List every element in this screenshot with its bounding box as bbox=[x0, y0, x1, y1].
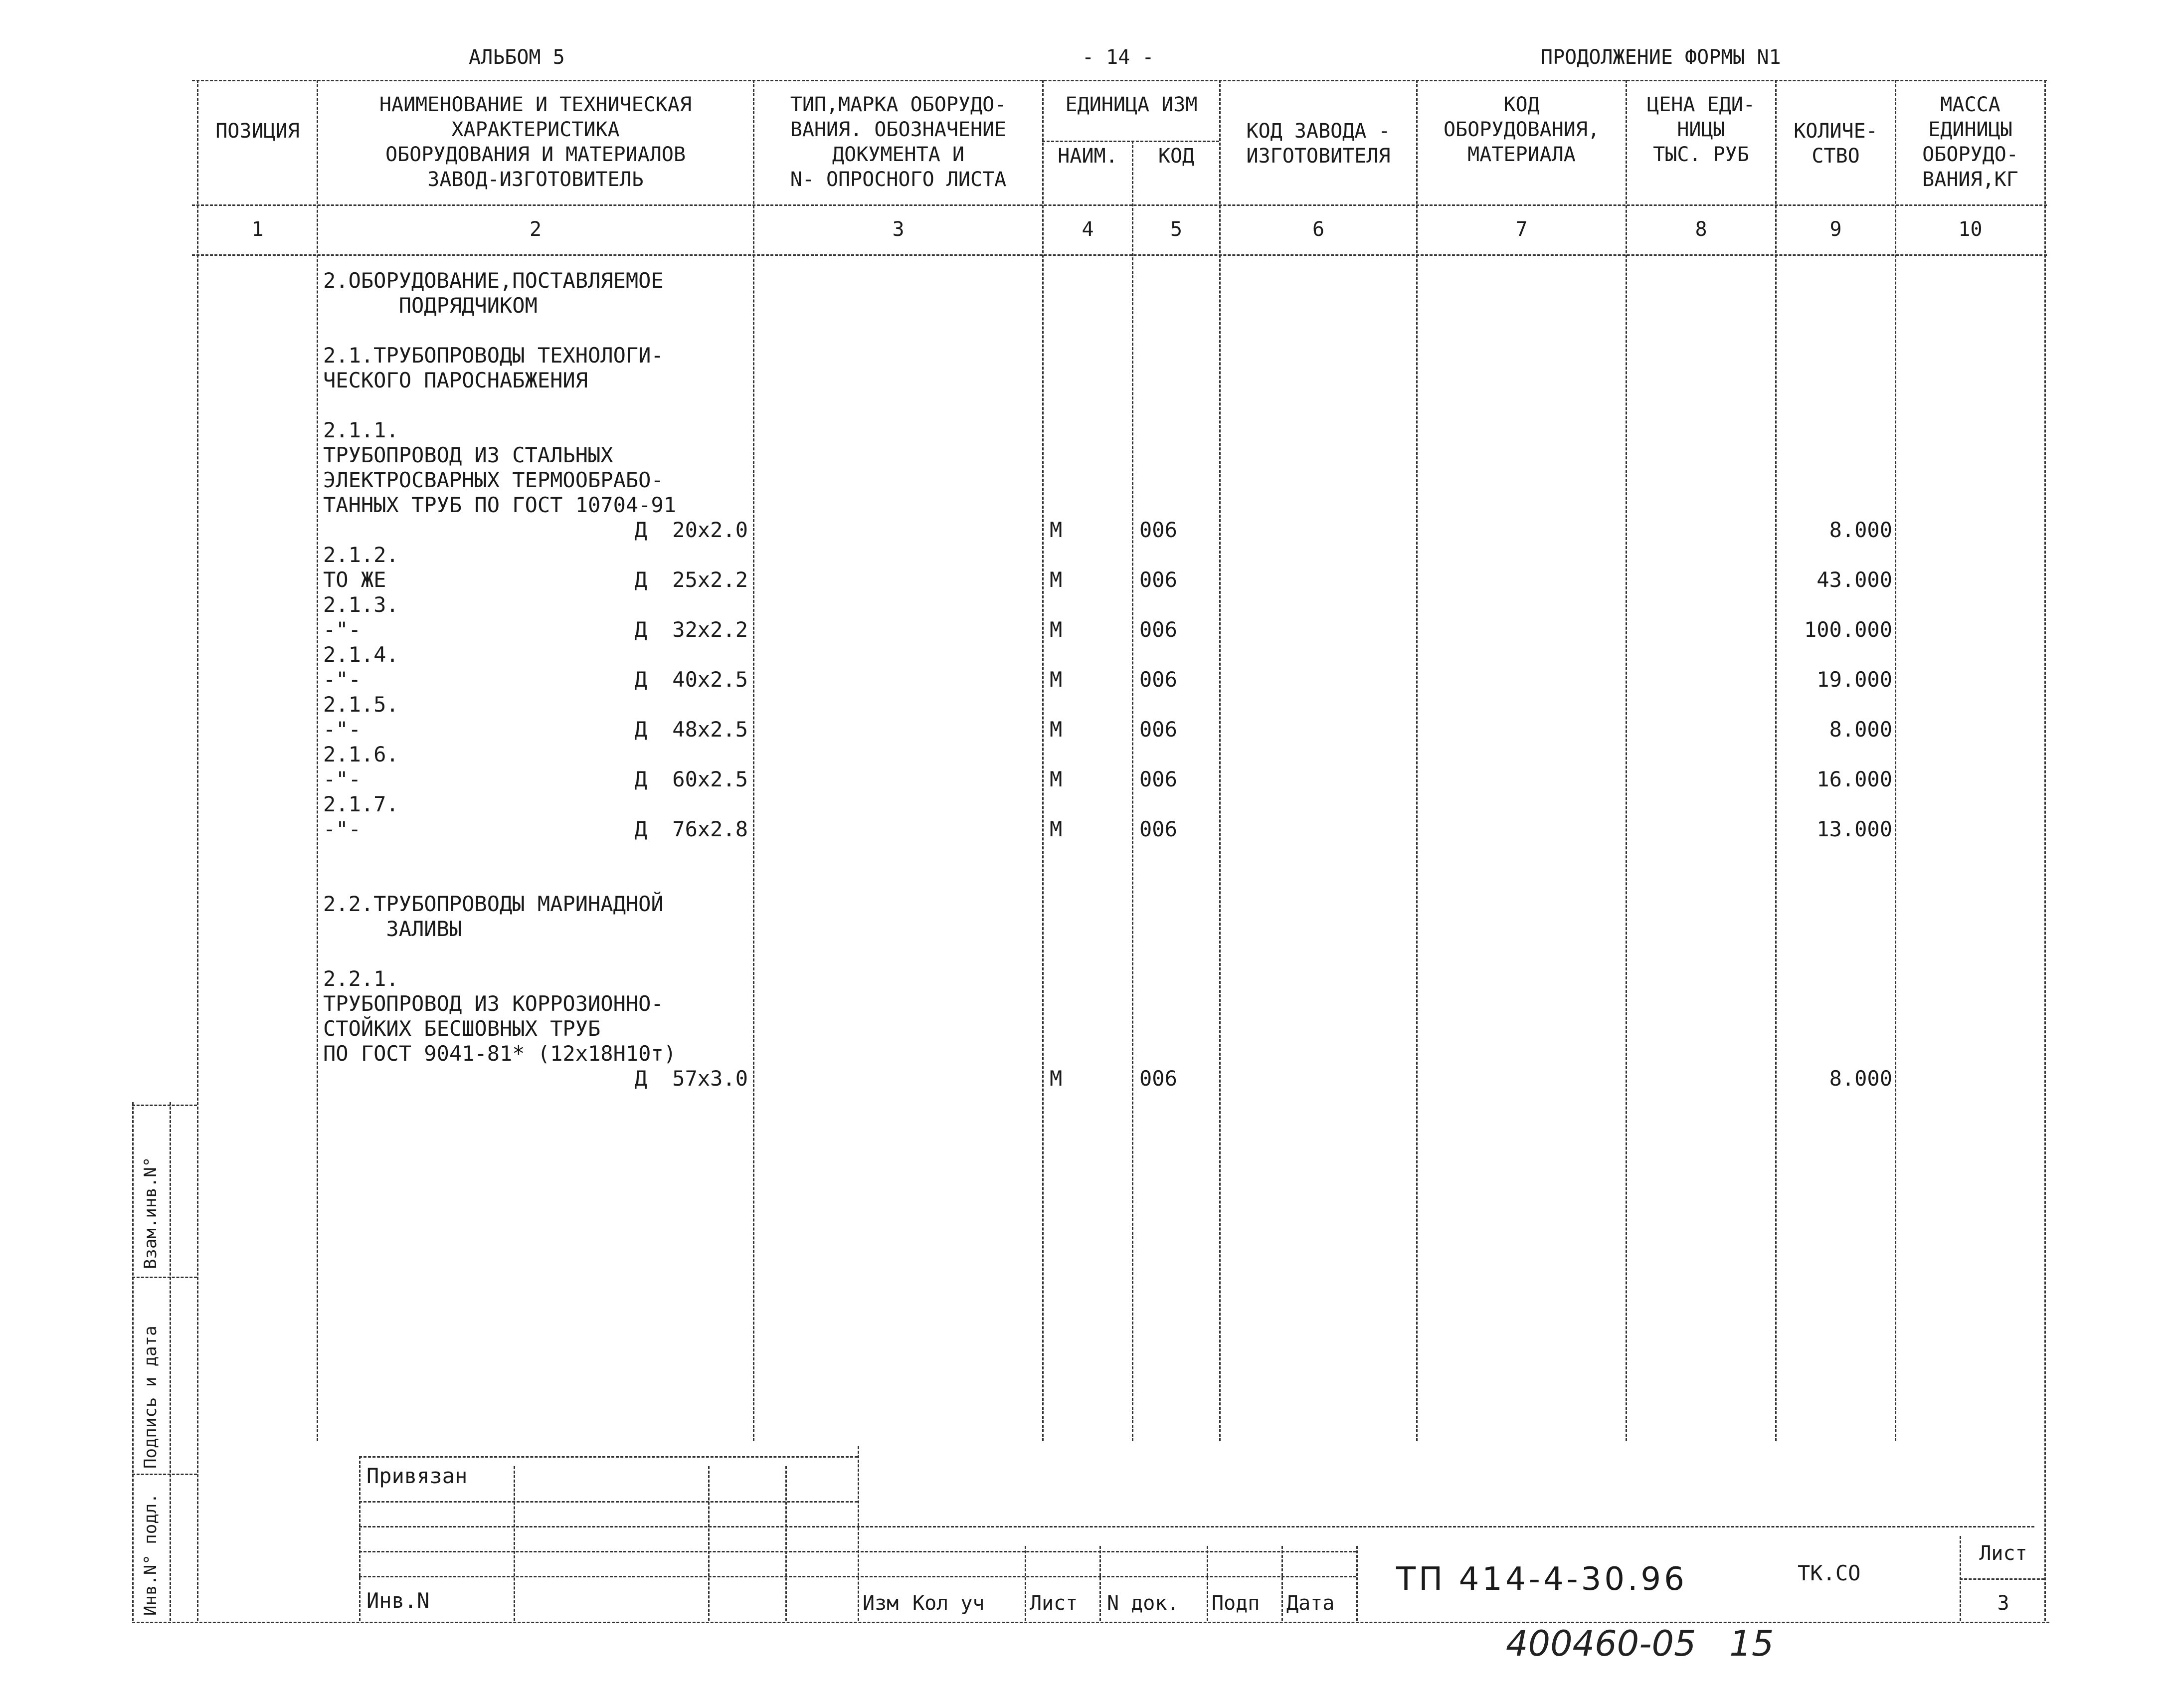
sheet-number: 3 bbox=[1997, 1592, 2009, 1615]
handwritten-archive-number: 400460-05 15 bbox=[1506, 1623, 1774, 1664]
col-header-4: НАИМ. bbox=[1058, 145, 1118, 168]
item-qty: 8.000 bbox=[1829, 518, 1892, 542]
item-unit: М bbox=[1050, 568, 1063, 592]
item-size: Д 60x2.5 bbox=[634, 767, 748, 791]
item-code: 006 bbox=[1139, 1066, 1177, 1091]
continuation-label: ПРОДОЛЖЕНИЕ ФОРМЫ N1 bbox=[1541, 46, 1781, 69]
item-code: 006 bbox=[1139, 717, 1177, 742]
item-position: 2.1.7. bbox=[323, 792, 399, 816]
item-size: Д 76x2.8 bbox=[634, 817, 748, 841]
item-qty: 8.000 bbox=[1829, 717, 1892, 742]
stamp-label-list: Лист bbox=[1030, 1592, 1078, 1615]
item-unit: М bbox=[1050, 817, 1063, 841]
item-unit: М bbox=[1050, 667, 1063, 692]
side-label-replacement: Взам.инв.N° bbox=[141, 1156, 161, 1269]
item-code: 006 bbox=[1139, 518, 1177, 542]
item-qty: 16.000 bbox=[1816, 767, 1892, 791]
col-num-6: 6 bbox=[1312, 218, 1325, 241]
item-name: -"- bbox=[323, 617, 361, 642]
item-code: 006 bbox=[1139, 667, 1177, 692]
section-heading: 2.1.ТРУБОПРОВОДЫ ТЕХНОЛОГИ- ЧЕСКОГО ПАРОСНАБЖЕНИЯ bbox=[323, 343, 664, 392]
section-heading: 2.ОБОРУДОВАНИЕ,ПОСТАВЛЯЕМОЕ ПОДРЯДЧИКОМ bbox=[323, 268, 664, 318]
col-num-1: 1 bbox=[251, 218, 264, 241]
item-size: Д 40x2.5 bbox=[634, 667, 748, 692]
item-name: -"- bbox=[323, 767, 361, 791]
col-header-3: ТИП,МАРКА ОБОРУДО- ВАНИЯ. ОБОЗНАЧЕНИЕ ДОКУМЕНТА И N- ОПРОСНОГО ЛИСТА bbox=[790, 93, 1007, 191]
col-header-6: КОД ЗАВОДА - ИЗГОТОВИТЕЛЯ bbox=[1246, 120, 1391, 168]
col-num-8: 8 bbox=[1695, 218, 1707, 241]
stamp-label-izm: Изм bbox=[863, 1592, 899, 1615]
item-position: 2.1.4. bbox=[323, 642, 399, 667]
item-description: 2.1.1. ТРУБОПРОВОД ИЗ СТАЛЬНЫХ ЭЛЕКТРОСВАРНЫХ ТЕРМООБРАБО- ТАННЫХ ТРУБ ПО ГОСТ 10704-91 bbox=[323, 418, 677, 517]
side-label-signature-date: Подпись и дата bbox=[141, 1326, 161, 1469]
item-code: 006 bbox=[1139, 767, 1177, 791]
stamp-privyazan: Привязан bbox=[366, 1464, 468, 1488]
section-heading: 2.2.ТРУБОПРОВОДЫ МАРИНАДНОЙ ЗАЛИВЫ bbox=[323, 892, 664, 941]
stamp-label-ndok: N док. bbox=[1107, 1592, 1179, 1615]
col-num-4: 4 bbox=[1082, 218, 1094, 241]
item-size: Д 48x2.5 bbox=[634, 717, 748, 742]
item-code: 006 bbox=[1139, 617, 1177, 642]
col-header-9: КОЛИЧЕ- СТВО bbox=[1794, 120, 1878, 168]
side-label-inventory: Инв.N° подл. bbox=[141, 1493, 161, 1616]
item-name: -"- bbox=[323, 717, 361, 742]
item-position: 2.1.5. bbox=[323, 692, 399, 717]
item-name: ТО ЖЕ bbox=[323, 568, 386, 592]
document-mark: ТК.СО bbox=[1798, 1561, 1861, 1585]
item-qty: 100.000 bbox=[1804, 617, 1892, 642]
item-qty: 13.000 bbox=[1816, 817, 1892, 841]
item-unit: М bbox=[1050, 1066, 1063, 1091]
col-num-10: 10 bbox=[1958, 218, 1983, 241]
item-unit: М bbox=[1050, 617, 1063, 642]
album-label: АЛЬБОМ 5 bbox=[469, 46, 565, 69]
item-qty: 19.000 bbox=[1816, 667, 1892, 692]
item-name: -"- bbox=[323, 667, 361, 692]
item-position: 2.1.2. bbox=[323, 543, 399, 567]
item-size: Д 25x2.2 bbox=[634, 568, 748, 592]
stamp-label-podp: Подп bbox=[1212, 1592, 1260, 1615]
col-num-2: 2 bbox=[529, 218, 542, 241]
page-number: - 14 - bbox=[1082, 46, 1154, 69]
col-header-7: КОД ОБОРУДОВАНИЯ, МАТЕРИАЛА bbox=[1443, 93, 1600, 166]
item-position: 2.1.3. bbox=[323, 592, 399, 617]
col-header-5: КОД bbox=[1158, 145, 1195, 168]
stamp-label-kol-uch: Кол уч bbox=[912, 1592, 985, 1615]
sheet-label: Лист bbox=[1979, 1542, 2027, 1565]
item-size: Д 32x2.2 bbox=[634, 617, 748, 642]
item-code: 006 bbox=[1139, 568, 1177, 592]
item-code: 006 bbox=[1139, 817, 1177, 841]
col-num-5: 5 bbox=[1170, 218, 1183, 241]
item-name: -"- bbox=[323, 817, 361, 841]
col-num-7: 7 bbox=[1515, 218, 1528, 241]
item-qty: 8.000 bbox=[1829, 1066, 1892, 1091]
item-description: 2.2.1. ТРУБОПРОВОД ИЗ КОРРОЗИОННО- СТОЙКИХ БЕСШОВНЫХ ТРУБ ПО ГОСТ 9041-81* (12x18Н10т) bbox=[323, 966, 677, 1066]
item-unit: М bbox=[1050, 767, 1063, 791]
col-header-unit-group: ЕДИНИЦА ИЗМ bbox=[1065, 93, 1198, 116]
col-header-1: ПОЗИЦИЯ bbox=[215, 120, 300, 143]
item-unit: М bbox=[1050, 717, 1063, 742]
col-num-9: 9 bbox=[1829, 218, 1842, 241]
col-header-10: МАССА ЕДИНИЦЫ ОБОРУДО- ВАНИЯ,КГ bbox=[1922, 93, 2018, 191]
item-qty: 43.000 bbox=[1816, 568, 1892, 592]
item-position: 2.1.6. bbox=[323, 742, 399, 766]
item-size: Д 57x3.0 bbox=[634, 1066, 748, 1091]
project-code: ТП 414-4-30.96 bbox=[1396, 1561, 1687, 1598]
col-header-2: НАИМЕНОВАНИЕ И ТЕХНИЧЕСКАЯ ХАРАКТЕРИСТИКА ОБОРУДОВАНИЯ И МАТЕРИАЛОВ ЗАВОД-ИЗГОТОВИТЕЛЬ bbox=[379, 93, 692, 191]
col-num-3: 3 bbox=[892, 218, 905, 241]
stamp-inv: Инв.N bbox=[366, 1588, 430, 1613]
stamp-label-data: Дата bbox=[1286, 1592, 1335, 1615]
item-size: Д 20x2.0 bbox=[634, 518, 748, 542]
col-header-8: ЦЕНА ЕДИ- НИЦЫ ТЫС. РУБ bbox=[1647, 93, 1755, 166]
item-unit: М bbox=[1050, 518, 1063, 542]
